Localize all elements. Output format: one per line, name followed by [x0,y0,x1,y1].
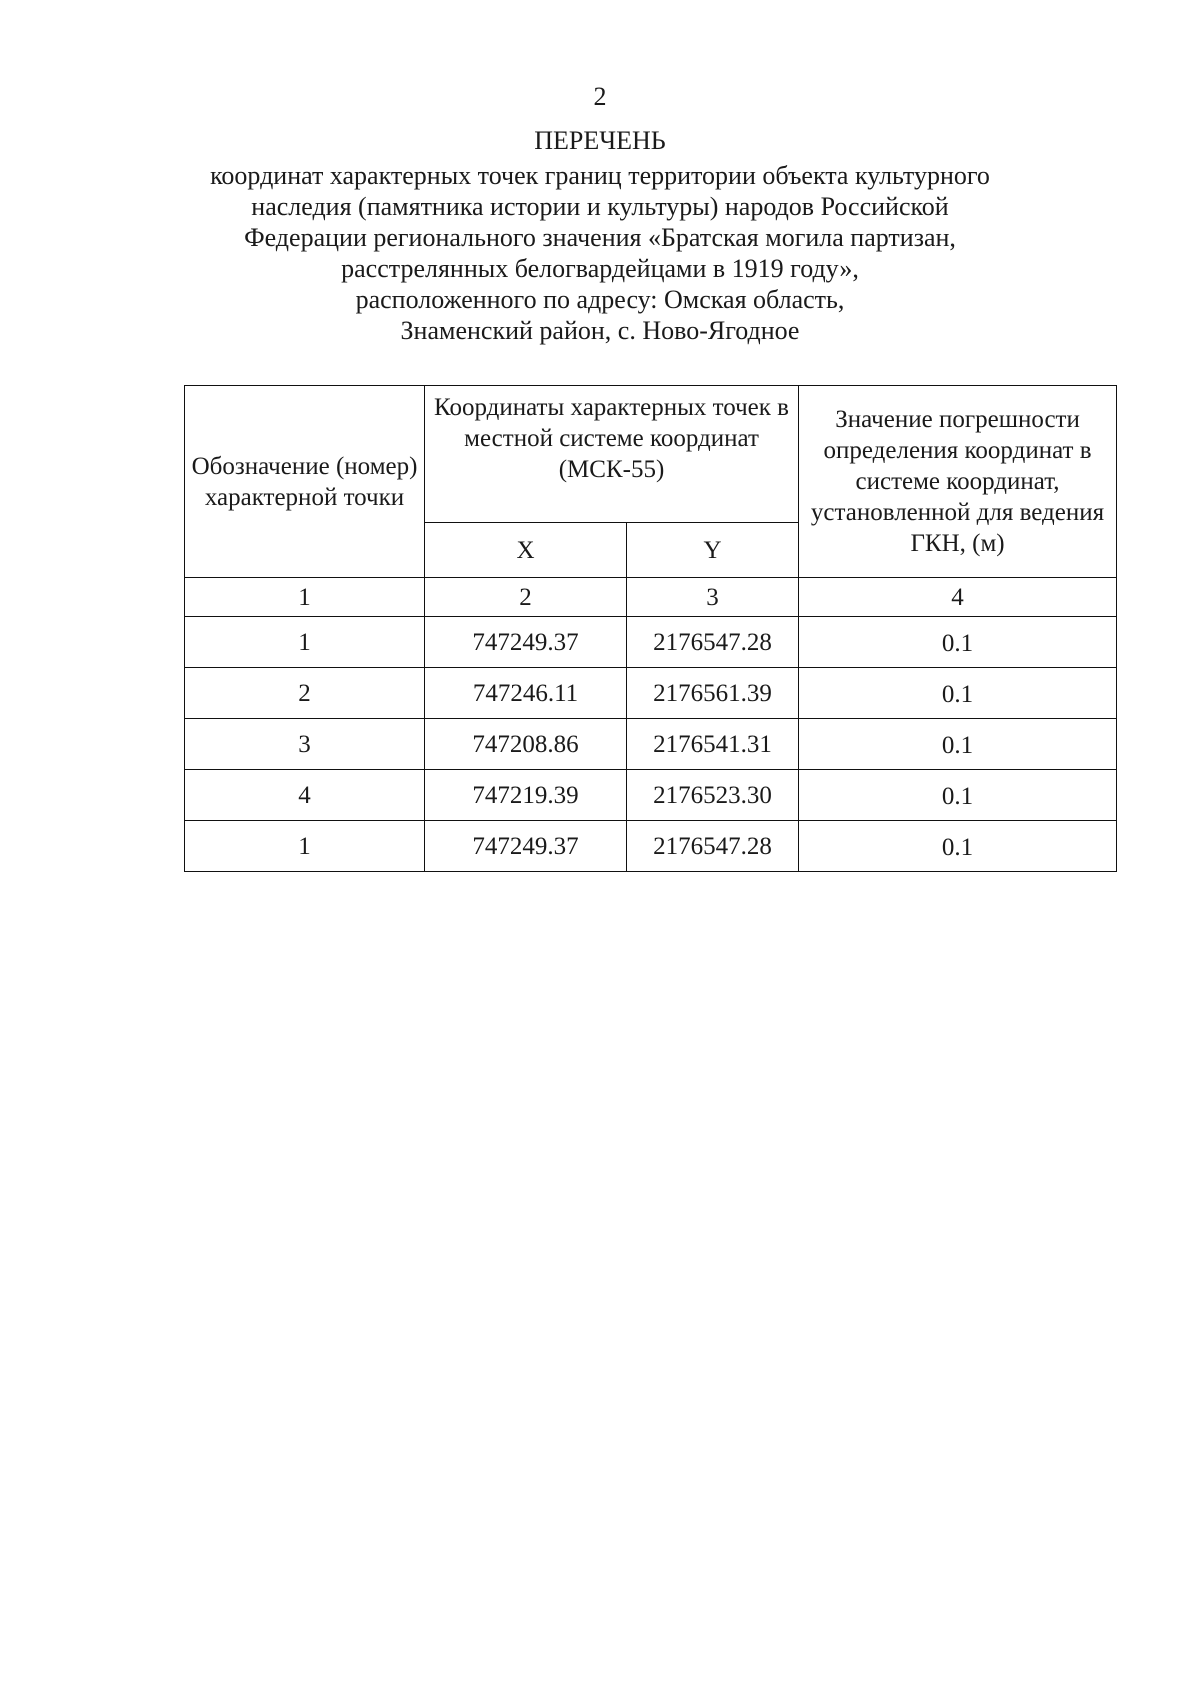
cell-x: 747246.11 [425,668,627,719]
title-line: Знаменский район, с. Ново-Ягодное [400,316,800,345]
title-line: координат характерных точек границ территории объекта культурного [210,161,990,190]
table-row [185,617,1117,668]
column-number: 3 [627,578,799,617]
title-line: расстрелянных белогвардейцами в 1919 году», [341,254,859,283]
cell-x: 747219.39 [425,770,627,821]
coordinates-table [184,385,1117,872]
cell-point: 3 [185,719,425,770]
cell-y: 2176561.39 [627,668,799,719]
cell-y: 2176523.30 [627,770,799,821]
column-number: 2 [425,578,627,617]
header-point-designation: Обозначение (номер) характерной точки [185,386,425,578]
cell-point: 1 [185,617,425,668]
header-x: X [425,523,627,578]
column-number: 4 [799,578,1117,617]
document-title [150,160,1050,346]
cell-accuracy: 0.1 [799,719,1117,770]
table-row [185,719,1117,770]
cell-x: 747208.86 [425,719,627,770]
column-number-row [185,578,1117,617]
cell-accuracy: 0.1 [799,668,1117,719]
table-row [185,668,1117,719]
document-heading: ПЕРЕЧЕНЬ [534,126,666,155]
header-coordinates: Координаты характерных точек в местной системе координат (МСК-55) [425,386,799,523]
cell-x: 747249.37 [425,821,627,872]
cell-accuracy: 0.1 [799,770,1117,821]
title-line: наследия (памятника истории и культуры) народов Российской [251,192,949,221]
cell-accuracy: 0.1 [799,821,1117,872]
page-number: 2 [593,82,607,111]
table-header-row [185,386,1117,523]
header-y: Y [627,523,799,578]
header-accuracy: Значение погрешности определения координат в системе координат, установленной для ведения ГКН, (м) [799,386,1117,578]
cell-point: 1 [185,821,425,872]
cell-point: 4 [185,770,425,821]
table-row [185,770,1117,821]
title-line: Федерации регионального значения «Братская могила партизан, [244,223,956,252]
column-number: 1 [185,578,425,617]
cell-accuracy: 0.1 [799,617,1117,668]
cell-y: 2176547.28 [627,821,799,872]
cell-point: 2 [185,668,425,719]
table-row [185,821,1117,872]
cell-x: 747249.37 [425,617,627,668]
title-line: расположенного по адресу: Омская область, [355,285,845,314]
cell-y: 2176541.31 [627,719,799,770]
cell-y: 2176547.28 [627,617,799,668]
